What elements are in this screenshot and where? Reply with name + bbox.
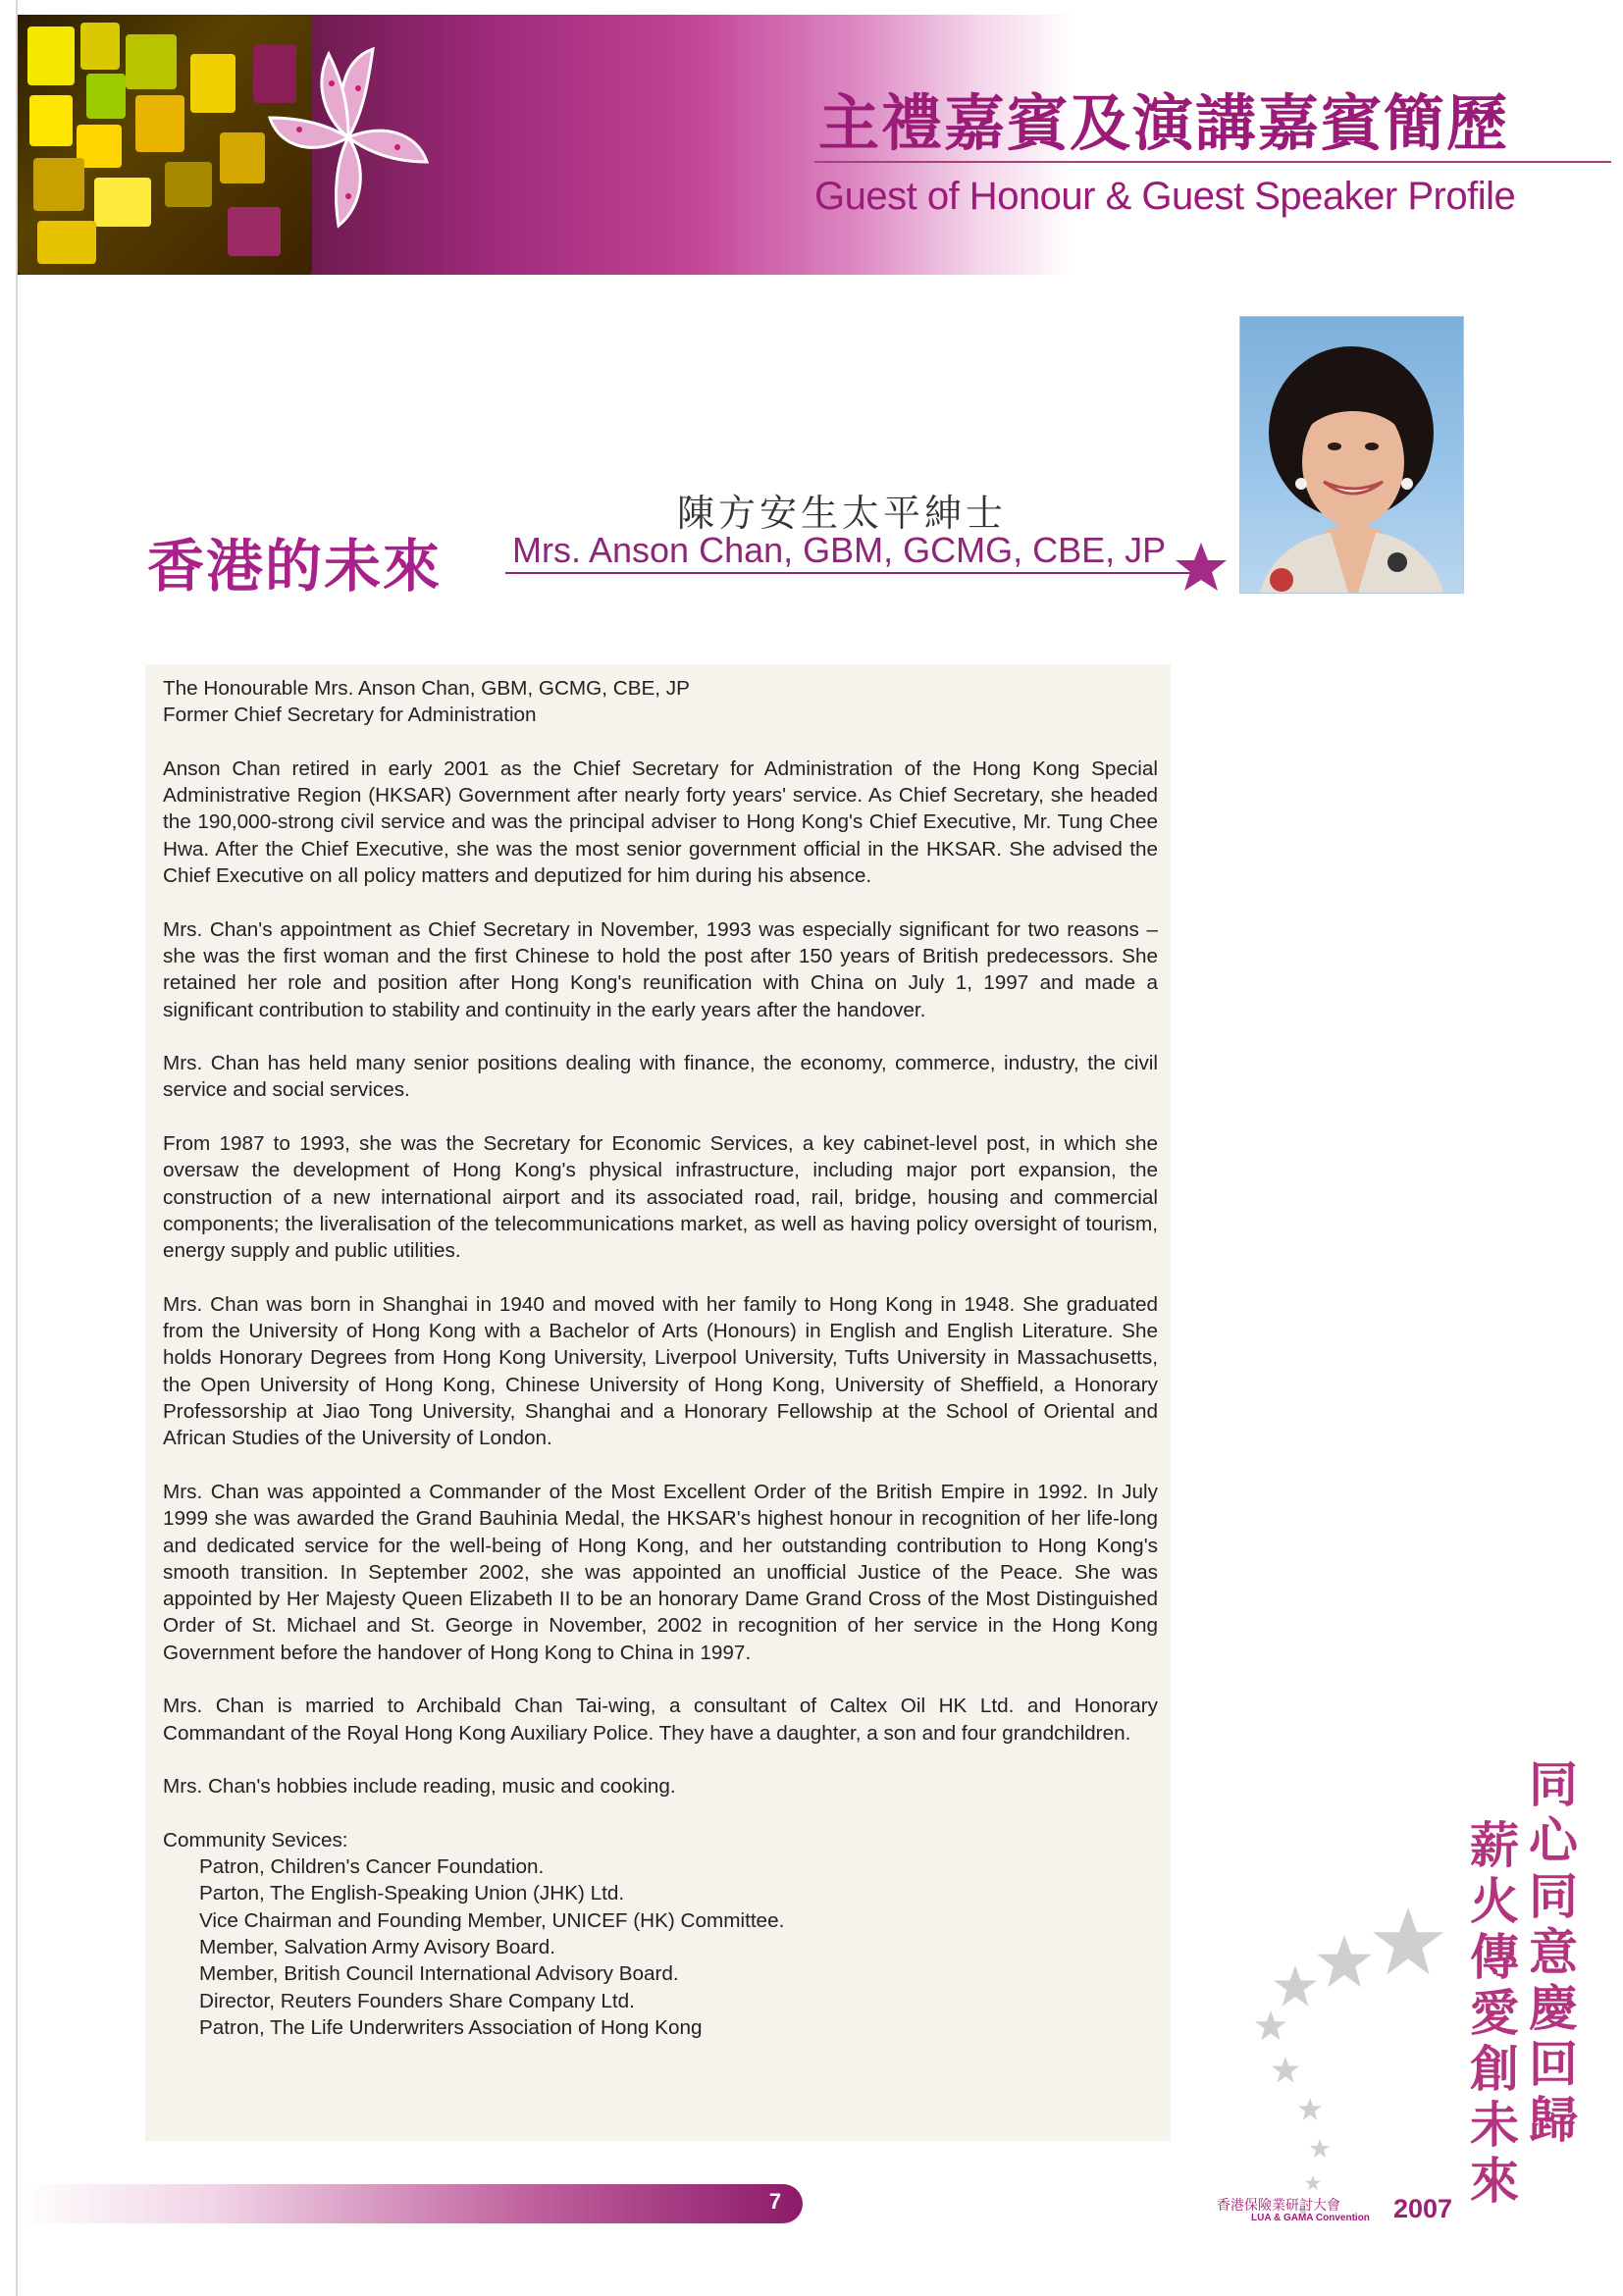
header-title-cn: 主禮嘉賓及演講嘉賓簡歷 (818, 87, 1510, 159)
bio-paragraph: Mrs. Chan is married to Archibald Chan Tai-wing, a consultant of Caltex Oil HK Ltd. and Honorary Commandant of the Royal Hong Kong Auxiliary Police. They have a daughter, a son and four grandchildren. (163, 1695, 1158, 1745)
page-number: 7 (768, 2189, 782, 2214)
bio-text (163, 675, 1158, 2041)
star-icon (1174, 540, 1229, 595)
speaker-name-en: Mrs. Anson Chan, GBM, GCMG, CBE, JP (512, 530, 1167, 570)
header-title-en: Guest of Honour & Guest Speaker Profile (814, 175, 1516, 218)
services-list (163, 1853, 1158, 2041)
convention-name-cn: 香港保險業研討大會 (1217, 2198, 1340, 2214)
stars-decoration-icon (1227, 1899, 1472, 2222)
bio-paragraph: Mrs. Chan was born in Shanghai in 1940 and moved with her family to Hong Kong in 1948. She graduated from the University of Hong Kong with a Bachelor of Arts (Honours) in English and English Literature. She holds Honorary Degrees from Hong Kong University, Liverpool University, Tufts University in Massachusetts, the Open University of Hong Kong, Chinese University of Hong Kong, University of Sheffield, a Honorary Professorship at Jiao Tong University, Shanghai and a Honorary Fellowship at the School of Oriental and African Studies of the University of London. (163, 1292, 1158, 1450)
speaker-name-underline (505, 572, 1192, 574)
list-item: Patron, Children's Cancer Foundation. (199, 1855, 545, 1879)
bio-paragraph: Mrs. Chan was appointed a Commander of the Most Excellent Order of the British Empire in 1992. In July 1999 she was awarded the Grand Bauhinia Medal, the HKSAR's highest honour in recognition of her life-long and dedicated service for the well-being of Hong Kong, and her outstanding contribution to Hong Kong's smooth transition. In September 2002, she was appointed an unofficial Justice of the Peace. She was appointed by Her Majesty Queen Elizabeth II to be an honorary Dame Grand Cross of the Most Distinguished Order of St. Michael and St. George in November, 2002 in recognition of her service in the Hong Kong Government before the handover of Hong Kong to China in 1997. (163, 1480, 1158, 1664)
convention-name-en: LUA & GAMA Convention (1251, 2213, 1370, 2223)
footer-bar (18, 2184, 803, 2223)
bio-intro-role: Former Chief Secretary for Administration (163, 704, 537, 727)
bio-paragraph: Mrs. Chan's appointment as Chief Secretary in November, 1993 was especially significant for two reasons – she was the first woman and the first Chinese to hold the post after 150 years of British predecessors. She retained her role and position after Hong Kong's reunification with China on July 1, 1997 and made a significant contribution to stability and continuity in the early years after the handover. (163, 917, 1158, 1021)
list-item: Parton, The English-Speaking Union (JHK) Ltd. (199, 1882, 625, 1905)
page-edge (16, 0, 18, 2296)
convention-year: 2007 (1393, 2194, 1453, 2223)
speaker-photo (1239, 316, 1464, 594)
list-item: Patron, The Life Underwriters Association of Hong Kong (199, 2015, 703, 2039)
bio-paragraph: From 1987 to 1993, she was the Secretary for Economic Services, a key cabinet-level post, in which she oversaw the development of Hong Kong's physical infrastructure, including major port expansion, the construction of a new international airport and its associated road, rail, bridge, housing and commercial components; the liveralisation of the telecommunications market, as well as having policy oversight of tourism, energy supply and public utilities. (163, 1132, 1158, 1263)
list-item: Vice Chairman and Founding Member, UNICEF (HK) Committee. (199, 1908, 785, 1932)
bauhinia-flower-icon (265, 39, 432, 235)
bio-paragraph: Mrs. Chan has held many senior positions dealing with finance, the economy, commerce, industry, the civil service and social services. (163, 1052, 1158, 1102)
bio-intro-name: The Honourable Mrs. Anson Chan, GBM, GCMG, CBE, JP (163, 677, 690, 700)
bio-paragraph: Mrs. Chan's hobbies include reading, music and cooking. (163, 1775, 676, 1799)
speaker-name-cn: 陳方安生太平紳士 (677, 492, 1008, 535)
slogan-column-right: 同 心 同 意 慶 回 歸 (1529, 1755, 1578, 2149)
slogan-column-left: 薪 火 傳 愛 創 未 來 (1470, 1816, 1519, 2210)
list-item: Member, British Council International Advisory Board. (199, 1962, 679, 1986)
list-item: Member, Salvation Army Avisory Board. (199, 1935, 555, 1958)
services-heading: Community Sevices: (163, 1828, 348, 1852)
bio-paragraph: Anson Chan retired in early 2001 as the Chief Secretary for Administration of the Hong Kong Special Administrative Region (HKSAR) Government after nearly forty years' service. As Chief Secretary, she headed the 190,000-strong civil service and was the principal adviser to Hong Kong's Chief Executive, Mr. Tung Chee Hwa. After the Chief Executive, she was the most senior government official in the HKSAR. She advised the Chief Executive on all policy matters and deputized for him during his absence. (163, 757, 1158, 888)
header-divider (814, 161, 1611, 163)
slogan-cn: 香港的未來 (147, 533, 443, 600)
list-item: Director, Reuters Founders Share Company Ltd. (199, 1989, 635, 2012)
